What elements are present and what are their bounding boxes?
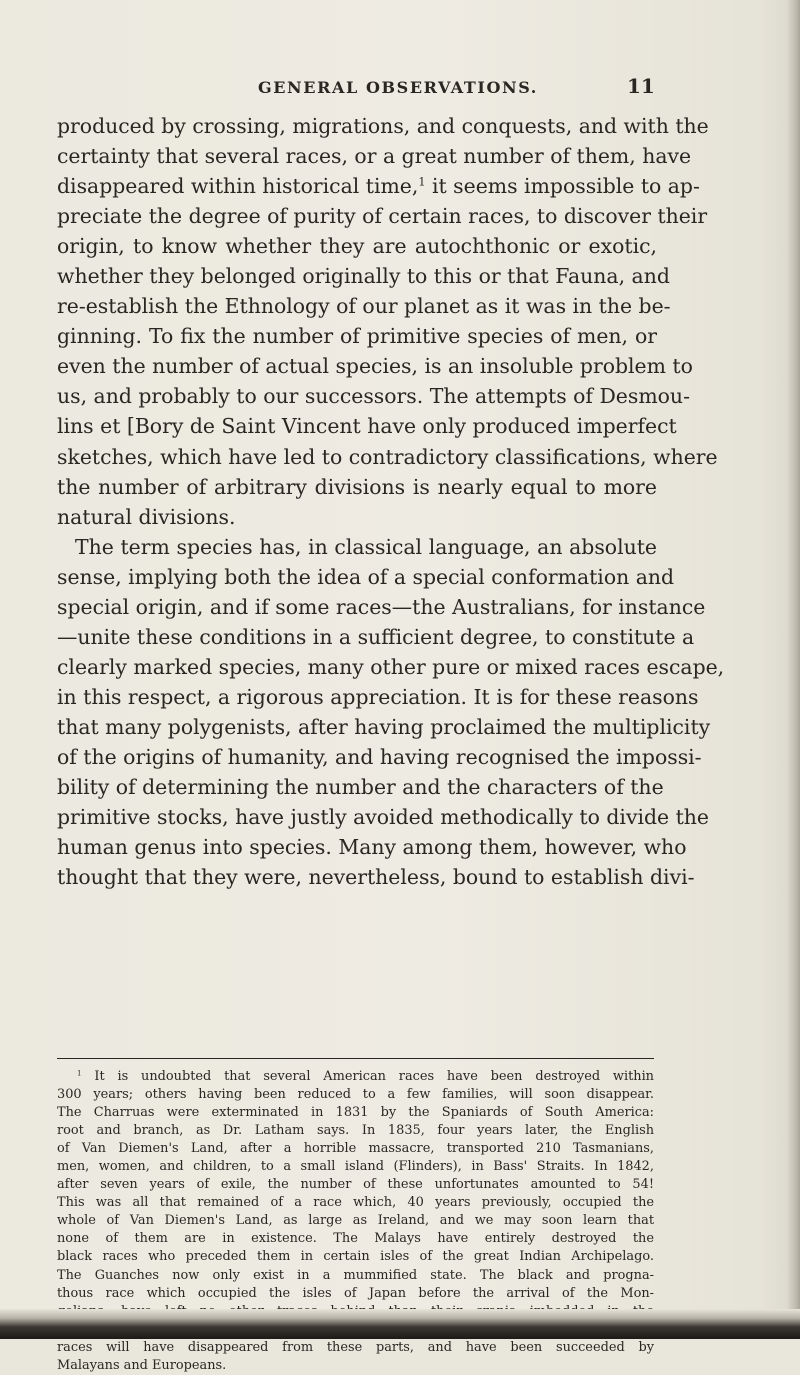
- text-line: bility of determining the number and the characters of the: [57, 775, 664, 800]
- footnote-line: whole of Van Diemen's Land, as large as Ireland, and we may soon learn that: [57, 1213, 654, 1229]
- running-head: GENERAL OBSERVATIONS.: [258, 78, 538, 97]
- text-fragment: it seems impossible to ap-: [425, 174, 700, 199]
- text-line: in this respect, a rigorous appreciation. It is for these reasons: [57, 684, 699, 709]
- text-line: sense, implying both the idea of a special conformation and: [57, 564, 675, 589]
- footnote-line: [57, 1068, 654, 1086]
- footnote-line: men, women, and children, to a small island (Flinders), in Bass' Straits. In 1842,: [57, 1159, 654, 1175]
- text-line: thought that they were, nevertheless, bound to establish divi-: [57, 865, 695, 890]
- page-bottom-edge: [0, 1309, 800, 1339]
- text-line: —unite these conditions in a sufficient degree, to constitute a: [57, 624, 695, 649]
- text-line: even the number of actual species, is an insoluble problem to: [57, 354, 693, 379]
- text-line: human genus into species. Many among them, however, who: [57, 835, 687, 860]
- text-line: natural divisions.: [57, 504, 236, 529]
- footnote-marker: 1: [77, 1068, 82, 1078]
- text-line: [57, 171, 700, 201]
- footnote-line: thous race which occupied the isles of Japan before the arrival of the Mon-: [57, 1285, 654, 1301]
- text-line: origin, to know whether they are autochthonic or exotic,: [57, 234, 657, 259]
- footnote-line: none of them are in existence. The Malays have entirely destroyed the: [57, 1231, 654, 1247]
- footnote-reference: 1: [418, 175, 426, 189]
- text-line: whether they belonged originally to this or that Fauna, and: [57, 264, 670, 289]
- body-text: [57, 111, 725, 892]
- footnote-line: 300 years; others having been reduced to a few families, will soon disappear.: [57, 1087, 654, 1103]
- text-fragment: It is undoubted that several American races have been destroyed within: [81, 1069, 654, 1084]
- text-line: that many polygenists, after having proclaimed the multiplicity: [57, 714, 711, 739]
- text-line: The term species has, in classical language, an absolute: [75, 534, 657, 559]
- page-number: 11: [627, 74, 655, 98]
- text-line: produced by crossing, migrations, and conquests, and with the: [57, 114, 709, 138]
- page-header: [0, 74, 800, 104]
- text-line: primitive stocks, have justly avoided methodically to divide the: [57, 805, 709, 830]
- footnote-line: of Van Diemen's Land, after a horrible massacre, transported 210 Tasmanians,: [57, 1141, 654, 1157]
- text-line: ginning. To fix the number of primitive species of men, or: [57, 324, 657, 349]
- text-line: the number of arbitrary divisions is nearly equal to more: [57, 474, 657, 499]
- footnote-line: The Charruas were exterminated in 1831 by the Spaniards of South America:: [57, 1105, 654, 1121]
- text-fragment: disappeared within historical time,: [57, 174, 419, 199]
- text-line: re-establish the Ethnology of our planet as it was in the be-: [57, 294, 671, 319]
- text-line: sketches, which have led to contradictory classifications, where: [57, 444, 718, 469]
- footnote-line: after seven years of exile, the number of these unfortunates amounted to 54!: [57, 1177, 654, 1193]
- text-line: special origin, and if some races—the Australians, for instance: [57, 594, 706, 619]
- text-line: preciate the degree of purity of certain races, to discover their: [57, 204, 708, 229]
- footnote-line: The Guanches now only exist in a mummified state. The black and progna-: [57, 1267, 654, 1283]
- text-line: us, and probably to our successors. The attempts of Desmou-: [57, 384, 690, 409]
- footnote-line: This was all that remained of a race which, 40 years previously, occupied the: [57, 1195, 654, 1211]
- footnote-rule: [57, 1058, 654, 1059]
- text-line: of the origins of humanity, and having recognised the impossi-: [57, 744, 702, 769]
- text-line: clearly marked species, many other pure or mixed races escape,: [57, 654, 725, 679]
- footnote-line: Malayans and Europeans.: [57, 1357, 227, 1373]
- footnote-line: black races who preceded them in certain isles of the great Indian Archipelago.: [57, 1249, 654, 1265]
- text-line: certainty that several races, or a great number of them, have: [57, 144, 692, 169]
- footnote-line: races will have disappeared from these parts, and have been succeeded by: [57, 1339, 654, 1355]
- text-line: lins et [Bory de Saint Vincent have only produced imperfect: [57, 414, 677, 439]
- footnote-line: root and branch, as Dr. Latham says. In 1835, four years later, the English: [57, 1123, 654, 1139]
- page-edge: [788, 0, 800, 1339]
